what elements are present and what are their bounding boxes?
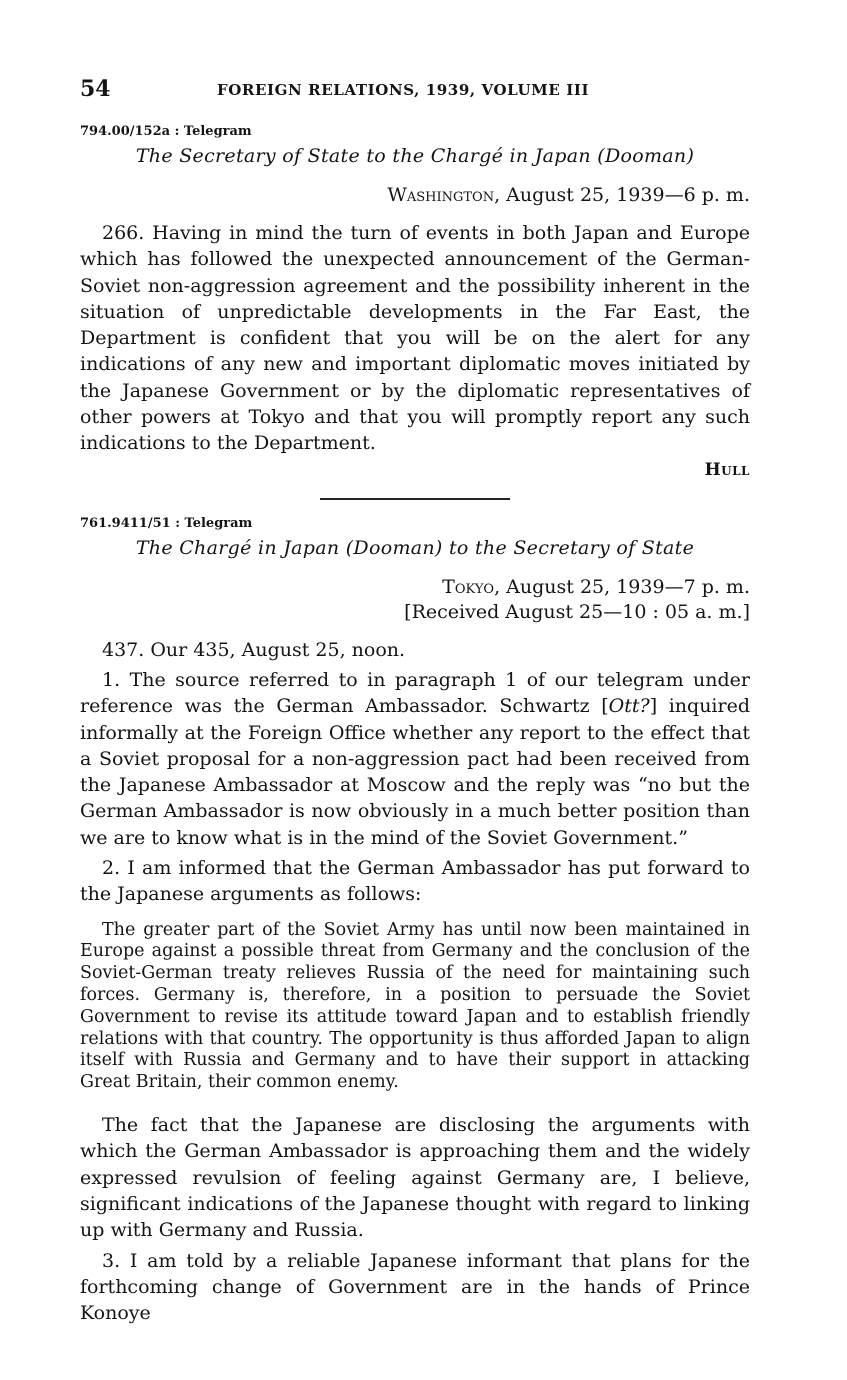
telegram-body: 266. Having in mind the turn of events in both Japan and Europe which has followed the unexpected announcement of the German-Soviet non-aggression agreement and the possibility inherent in the situation of unpredictable developments in the Far East, the Department is confident that you will be on the alert for any indications of any new and important diplomatic moves initiated by the Japanese Government or by the diplomatic representatives of other powers at Tokyo and that you will promptly report any such indications to the Department. [80,222,750,455]
block-quote: The greater part of the Soviet Army has until now been maintained in Europe against a possible threat from Germany and the conclusion of the Soviet-German treaty relieves Russia of the need for maintaining such forces. Germany is, therefore, in a position to persuade the Soviet Government to revise its attitude toward Japan and to establish friendly relations with that country. The opportunity is thus afforded Japan to align itself with Russia and Germany and to have their support in attacking Great Britain, their common enemy. [80,919,750,1093]
dateline-place: Washington [387,184,495,206]
page-number: 54 [80,76,111,102]
running-head: FOREIGN RELATIONS, 1939, VOLUME III [217,81,590,99]
editorial-insertion: Ott? [608,695,650,718]
telegram-paragraph: 437. Our 435, August 25, noon. [102,638,406,661]
file-number: 794.00/152a : Telegram [80,124,252,139]
telegram-2 [80,516,750,1327]
section-divider [320,498,510,500]
telegram-paragraph: 3. I am told by a reliable Japanese informant that plans for the forthcoming change of Government are in the hands of Prince Konoye [80,1249,750,1325]
telegram-1 [80,124,750,480]
telegram-paragraph: 2. I am informed that the German Ambassador has put forward to the Japanese arguments as follows: [80,857,750,906]
signature: Hull [704,459,750,480]
dateline-date: , August 25, 1939—6 p. m. [494,184,750,206]
dateline-date: , August 25, 1939—7 p. m. [494,575,750,598]
telegram-paragraph [80,667,750,851]
telegram-paragraph: The fact that the Japanese are disclosing the arguments with which the German Ambassador is approaching them and the widely expressed revulsion of feeling against Germany are, I believe, significant indications of the Japanese thought with regard to linking up with Germany and Russia. [80,1114,750,1242]
telegram-title: The Chargé in Japan (Dooman) to the Secretary of State [135,536,695,559]
document-page [80,72,750,1326]
paragraph-text: ] inquired informally at the Foreign Office whether any report to the effect that a Soviet proposal for a non-aggression pact had been received from the Japanese Ambassador at Moscow and the reply was “no but the German Ambassador is now obviously in a much better position than we are to know what is in the mind of the Soviet Government.” [80,695,750,849]
received-note: [Received August 25—10 : 05 a. m.] [404,600,750,623]
dateline [80,183,750,208]
dateline [80,575,750,625]
file-number: 761.9411/51 : Telegram [80,515,253,531]
telegram-title: The Secretary of State to the Chargé in Japan (Dooman) [135,145,695,167]
page-header [80,72,750,108]
paragraph-text: 1. The source referred to in paragraph 1 of our telegram under reference was the German Ambassador. Schwartz [ [80,668,750,718]
dateline-place: Tokyo [442,575,495,598]
